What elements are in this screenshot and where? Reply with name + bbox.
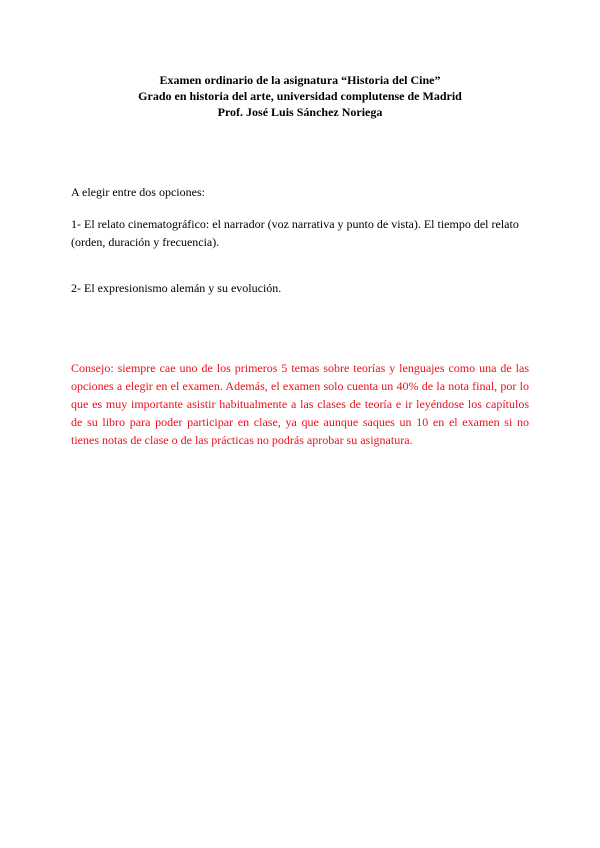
options-intro: A elegir entre dos opciones: (71, 185, 205, 199)
exam-header (60, 72, 540, 120)
advice-paragraph: Consejo: siempre cae uno de los primeros 5 temas sobre teorías y lenguajes como una de las opciones a elegir en el examen. Además, el examen solo cuenta un 40% de la nota final, por lo que es muy importante asistir habitualmente a las clases de teoría e ir leyéndose los capítulos de su libro para poder participar en clase, ya que aunque saques un 10 en el examen si no tienes notas de clase o de las prácticas no podrás aprobar su asignatura. (71, 361, 529, 447)
degree-line: Grado en historia del arte, universidad complutense de Madrid (138, 89, 462, 103)
professor-line: Prof. José Luis Sánchez Noriega (217, 105, 383, 119)
option-2: 2- El expresionismo alemán y su evolución. (71, 281, 282, 295)
option-1: 1- El relato cinematográfico: el narrador (voz narrativa y punto de vista). El tiempo del relato (orden, duración y frecuencia). (71, 217, 519, 249)
exam-title: Examen ordinario de la asignatura “Historia del Cine” (159, 73, 441, 87)
